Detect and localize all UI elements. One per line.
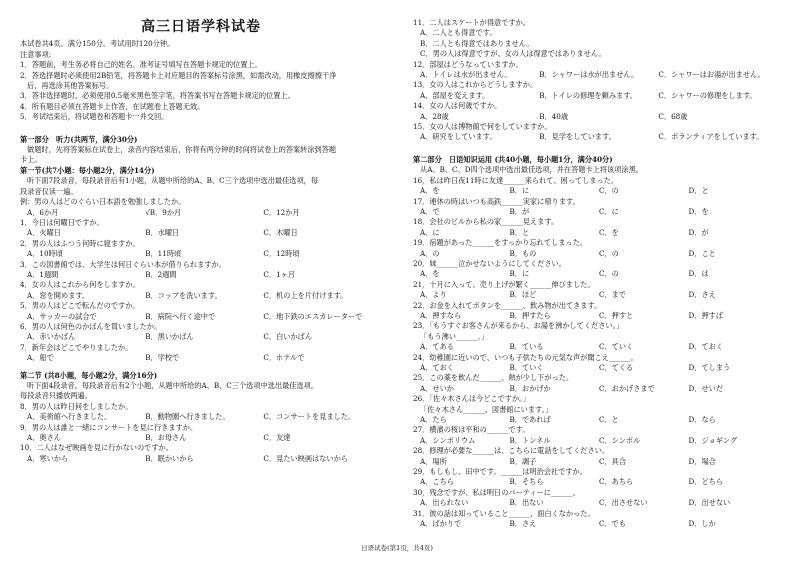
options-row xyxy=(413,290,778,300)
part2-questions xyxy=(413,176,778,530)
note-item: 后，再选涂其他答案标号。 xyxy=(27,81,114,91)
right-column xyxy=(413,18,778,530)
option: C．と xyxy=(599,415,619,425)
options-row xyxy=(20,249,382,259)
option: A．寒いから xyxy=(27,453,69,463)
example-question: 例：男の人はどのぐらい日本語を勉強しましたか。 xyxy=(20,197,186,207)
option: C．出させない xyxy=(599,498,648,508)
options-row xyxy=(20,332,382,342)
note-item: 2．答选择题时必须使用2B铅笔，将答题卡上对应题目的答案标号涂黑，如需改动，用橡皮擦擦干净 xyxy=(20,70,337,80)
option: A．場所 xyxy=(420,456,447,466)
option: A．28歳 xyxy=(420,111,449,121)
option: D．と xyxy=(688,186,709,196)
option: A．ておく xyxy=(420,363,454,372)
option: C．友達 xyxy=(263,433,291,443)
option: C．地下鉄のエスカレーターで xyxy=(263,311,363,321)
option: C．に xyxy=(599,206,619,216)
section2-heading: 第二节 (共8小题，每小题2分，满分16分) xyxy=(20,370,158,380)
option: B．トイレの修理を頼みます。 xyxy=(539,90,637,100)
option: A．部屋を変えます。 xyxy=(420,90,490,100)
option: C．シンボル xyxy=(599,435,641,445)
options-row xyxy=(20,353,382,363)
part1-intro-cont: 卡上。 xyxy=(20,155,42,165)
option: D．ておく xyxy=(688,342,724,352)
options-row xyxy=(20,270,382,280)
option: D．場合 xyxy=(688,456,716,466)
options-row xyxy=(413,436,778,446)
option: B．おかげか xyxy=(509,383,551,393)
option: A．研究をしています。 xyxy=(420,132,497,142)
option: A．せいか xyxy=(420,383,454,393)
question: 20．妹______泣かせないようにしてください。 xyxy=(413,258,566,268)
option: A．赤いかばん xyxy=(27,332,76,342)
notes-heading: 注意事项: xyxy=(20,49,52,59)
option: D．どちら xyxy=(688,477,724,487)
option: A．ばかりで xyxy=(420,519,462,529)
part1-heading: 第一部分 听力(共两节，满分30分) xyxy=(20,134,138,144)
section1-intro-cont: 段录音仅读一遍。 xyxy=(20,186,78,196)
option: C．コンサートを見ました。 xyxy=(263,412,356,422)
section1-intro: 听下面7段录音，每段录音后有1小题，从题中所给的A、B、C三个选项中选出最佳选项，每 xyxy=(27,176,319,186)
option: B．出ない xyxy=(509,498,544,508)
option: B．ていく xyxy=(509,363,544,372)
options-row xyxy=(413,249,778,259)
option: B．眠かいから xyxy=(145,453,194,463)
question: 9．男の人は誰と一緒にコンサートを見に行きますか。 xyxy=(20,422,198,432)
option: A．窓を開めます。 xyxy=(27,290,90,300)
option: C．12か月 xyxy=(263,207,300,217)
option: A．てある xyxy=(420,342,454,352)
question: 19．宿題があった______をすっかり忘れてしまった。 xyxy=(413,238,587,248)
option: C．の xyxy=(599,248,619,258)
options-row xyxy=(413,186,778,196)
option: B．であれば xyxy=(509,415,551,425)
option: B．調子 xyxy=(509,456,537,466)
question: 27．横濱の桜は平和の______です。 xyxy=(413,425,530,435)
option: D．出せない xyxy=(688,498,731,508)
option: B．2週間 xyxy=(145,269,177,279)
option: B．黒いかばん xyxy=(145,332,194,342)
option: A．たら xyxy=(420,415,447,425)
option: D．が xyxy=(688,227,709,237)
page-footer: 日语试卷(第1页，共4页) xyxy=(361,544,433,552)
exam-info: 本试卷共4页。满分150分。考试用时120分钟。 xyxy=(20,39,175,49)
option: A．奥さん xyxy=(27,433,61,443)
option: B．さえ xyxy=(509,519,537,529)
section2-questions xyxy=(20,402,382,464)
question: 28．修理が必要な______は、こちらに電話をしてください。 xyxy=(413,446,610,456)
question: 16．私は昨日夜11時に友達______来られて、困ってしまった。 xyxy=(413,175,619,185)
question-line: 「佐々木さん______、図書館にいます。」 xyxy=(420,404,553,414)
options-row xyxy=(20,433,382,443)
question: 21．十月に入って、売り上げが繁く______伸びました。 xyxy=(413,279,595,289)
option: B．水曜日 xyxy=(145,228,180,238)
option: D．てしまう xyxy=(688,363,731,372)
options-row xyxy=(413,70,778,80)
options-row xyxy=(413,112,778,122)
question: 12．部屋はどうなっていますか。 xyxy=(413,59,523,69)
options-row xyxy=(20,312,382,322)
option: A．の xyxy=(420,248,440,258)
option: C．見たい映画はないから xyxy=(263,453,348,463)
options-row xyxy=(413,228,778,238)
option: C．12時頃 xyxy=(263,249,300,259)
question: 13．女の人はこれからどうしますか。 xyxy=(413,80,538,90)
option: D．なら xyxy=(688,415,716,425)
question: 24．幼稚園に近いので、いつも子供たちの元気な声が聞こえ______。 xyxy=(413,352,638,362)
question: 11．二人はスケートが得意ですか。 xyxy=(413,18,530,27)
question: 26．「佐々木さんは今どこですか。」 xyxy=(413,394,530,404)
options-row xyxy=(413,207,778,217)
option: A．こちら xyxy=(420,477,454,487)
option: B．もの xyxy=(509,248,537,258)
question: 18．会社のビルから私の家______見えます。 xyxy=(413,217,559,227)
option: C．机の上を片付けます。 xyxy=(263,290,348,300)
option: D．ジョギング xyxy=(688,435,738,445)
option: C．男の人は得意ですが、女の人は得意ではありません。 xyxy=(420,49,606,59)
option: C．でも xyxy=(599,519,627,529)
question: 10．二人はなぜ映画を見に行かないのですか。 xyxy=(20,443,173,453)
option: C．シャワーはお湯が出ません。 xyxy=(658,70,765,80)
option: A．より xyxy=(420,290,447,300)
option: B．ている xyxy=(509,342,544,352)
options-row xyxy=(413,519,778,529)
note-item: 3．答非选择题时，必须使用0.5毫米黑色签字笔，将答案书写在答题卡规定的位置上。 xyxy=(20,91,295,101)
question: 14．女の人は何歳ですか。 xyxy=(413,101,502,111)
options-row xyxy=(413,477,778,487)
option: B．40歳 xyxy=(539,111,569,121)
option: B．お母さん xyxy=(145,433,187,443)
option: C．押すと xyxy=(599,310,634,320)
question: 23．「もうすぐお客さんが来るから、お湯を沸かしてください。」 xyxy=(413,321,624,331)
option: C．の xyxy=(599,186,619,196)
section2-intro: 听下面4段录音，每段录音后有2个小题，从题中所给的A、B、C三个选项中选出最佳选项。 xyxy=(27,381,319,390)
option: C．てくる xyxy=(599,363,634,372)
note-item: 5．考试结束后，将试题卷和答题卡一并交回。 xyxy=(20,112,169,122)
option: A．火曜日 xyxy=(27,228,61,238)
section2-intro-cont: 每段录音只播放两遍。 xyxy=(20,391,92,401)
option: B．トンネル xyxy=(509,435,551,445)
option: C．を xyxy=(599,227,619,237)
option: C．ホテルで xyxy=(263,353,305,363)
option: C．木曜日 xyxy=(263,228,298,238)
option: B．見学をしています。 xyxy=(539,132,616,142)
question: 25．この薬を飲んだ______、熱が少し下がった。 xyxy=(413,373,574,383)
option: A．二人とも得意です。 xyxy=(420,28,497,38)
left-column xyxy=(20,18,382,464)
option: B．が xyxy=(509,206,530,216)
question: 17．連休の時はいつも高鉄______実家に帰ります。 xyxy=(413,196,580,206)
options-row xyxy=(20,454,382,464)
option: B．動物園へ行きました。 xyxy=(145,412,230,422)
part1-intro: 做题时，先将答案标在试卷上，录音内容结束后，你将有两分钟的时间将试卷上的答案转涂到答题 xyxy=(27,145,337,155)
option: C．あちら xyxy=(599,477,634,487)
option: D．は xyxy=(688,269,709,279)
option: C．おかげさまで xyxy=(599,383,655,393)
option: A．トイレは水が出ません。 xyxy=(420,70,512,80)
note-item: 1．答题前，考生务必将自己的姓名、准考证号填写在答题卡规定的位置上。 xyxy=(20,60,262,70)
option: B．二人とも得意ではありません。 xyxy=(420,38,534,48)
part2-heading: 第二部分 日语知识运用 (共40小题，每小题1分，满分40分) xyxy=(413,154,613,164)
question: 4．女の人はこれから何をしますか。 xyxy=(20,280,140,290)
options-row xyxy=(413,415,778,425)
options-row xyxy=(413,384,778,394)
question: 15．女の人は博物館で何をしていますか。 xyxy=(413,122,552,132)
option: A．押すなら xyxy=(420,310,462,320)
option: B．コップを洗います。 xyxy=(145,290,222,300)
options-row xyxy=(413,91,778,101)
listening-questions-cont xyxy=(413,18,778,143)
options-row xyxy=(20,291,382,301)
question: 31．彼の話は知っていること______、面白くなかった。 xyxy=(413,508,595,518)
page-title: 高三日语学科试卷 xyxy=(141,19,261,35)
option: C．の xyxy=(599,269,619,279)
option: C．シャワーの修理をします。 xyxy=(658,90,757,100)
section1-questions xyxy=(20,218,382,364)
options-row xyxy=(413,498,778,508)
option: B．と xyxy=(509,227,530,237)
option: D．押すば xyxy=(688,310,724,320)
option: A．サッカーの試合で xyxy=(27,311,97,321)
question-line: 「もう沸い______。」 xyxy=(420,331,489,341)
option: C．1ヶ月 xyxy=(263,269,296,279)
option: A．1週間 xyxy=(27,269,59,279)
question: 7．新年会はどこでやりましたか。 xyxy=(20,342,133,352)
option: C．68歳 xyxy=(658,111,688,121)
option: C．ていく xyxy=(599,342,634,352)
option: B．そちら xyxy=(509,477,544,487)
option: B．病院へ行く途中で xyxy=(145,311,216,321)
option: D．せいだ xyxy=(688,383,724,393)
option: A．で xyxy=(420,206,440,216)
option: D．を xyxy=(688,206,709,216)
option: B．に xyxy=(509,186,530,196)
option: D．さえ xyxy=(688,290,716,300)
question: 1．今日は何曜日ですか。 xyxy=(20,217,104,227)
option: A．10時頃 xyxy=(27,249,63,259)
option: B．11時頃 xyxy=(145,249,182,259)
option: A．船で xyxy=(27,353,54,363)
option: B．ほど xyxy=(509,290,537,300)
question: 30．残念ですが、私は明日のパーティーに______。 xyxy=(413,487,580,497)
option: B．押すたら xyxy=(509,310,551,320)
option: A．美術館へ行きました。 xyxy=(27,412,112,422)
question: 22．お金を入れてボタンを______、飲み物が出てきます。 xyxy=(413,300,602,310)
options-row xyxy=(413,132,778,142)
option: D．しか xyxy=(688,519,716,529)
option: A．を xyxy=(420,269,440,279)
question: 6．男の人は何色のかばんを買いましたか。 xyxy=(20,321,162,331)
options-row xyxy=(20,412,382,422)
option: C．具合 xyxy=(599,456,627,466)
option: D．こと xyxy=(688,248,716,258)
option: √B．9か月 xyxy=(145,207,182,217)
options-row xyxy=(413,269,778,279)
options-row xyxy=(413,311,778,321)
question: 2．男の人はふつう何時に寝ますか。 xyxy=(20,238,140,248)
question: 29．もしもし、田中です。______は明治会社ですか。 xyxy=(413,467,587,477)
options-row xyxy=(413,342,778,352)
option: C．ボランティアをしています。 xyxy=(658,132,764,142)
question: 5．男の人はどこで転んだのですか。 xyxy=(20,301,140,311)
option: C．白いかばん xyxy=(263,332,313,342)
question: 8．男の人は昨日何をしましたか。 xyxy=(20,401,133,411)
section1-heading: 第一节(共7小题：每小题2分，满分14分) xyxy=(20,165,155,175)
example-options xyxy=(20,208,382,218)
option: A．出られない xyxy=(420,498,469,508)
option: B．シャワーは水が出ません。 xyxy=(539,70,639,80)
option: B．学校で xyxy=(145,353,180,363)
question: 3．この図書館では、大学生は何日ぐらい本が借りられますか。 xyxy=(20,259,226,269)
notes-list xyxy=(20,60,382,122)
options-row xyxy=(413,363,778,373)
option: C．まで xyxy=(599,290,627,300)
part2-intro: 从A、B、C、D四个选项中选出最佳选项，并在答题卡上将该项涂黑。 xyxy=(420,165,643,175)
option: A．を xyxy=(420,186,440,196)
option: B．に xyxy=(509,269,530,279)
options-row xyxy=(20,228,382,238)
options-row xyxy=(413,457,778,467)
note-item: 4．所有题目必须在答题卡上作答，在试题卷上答题无效。 xyxy=(20,101,205,111)
option: A．6か月 xyxy=(27,207,59,217)
option: A．に xyxy=(420,227,440,237)
option: A．シンボリウム xyxy=(420,435,476,445)
